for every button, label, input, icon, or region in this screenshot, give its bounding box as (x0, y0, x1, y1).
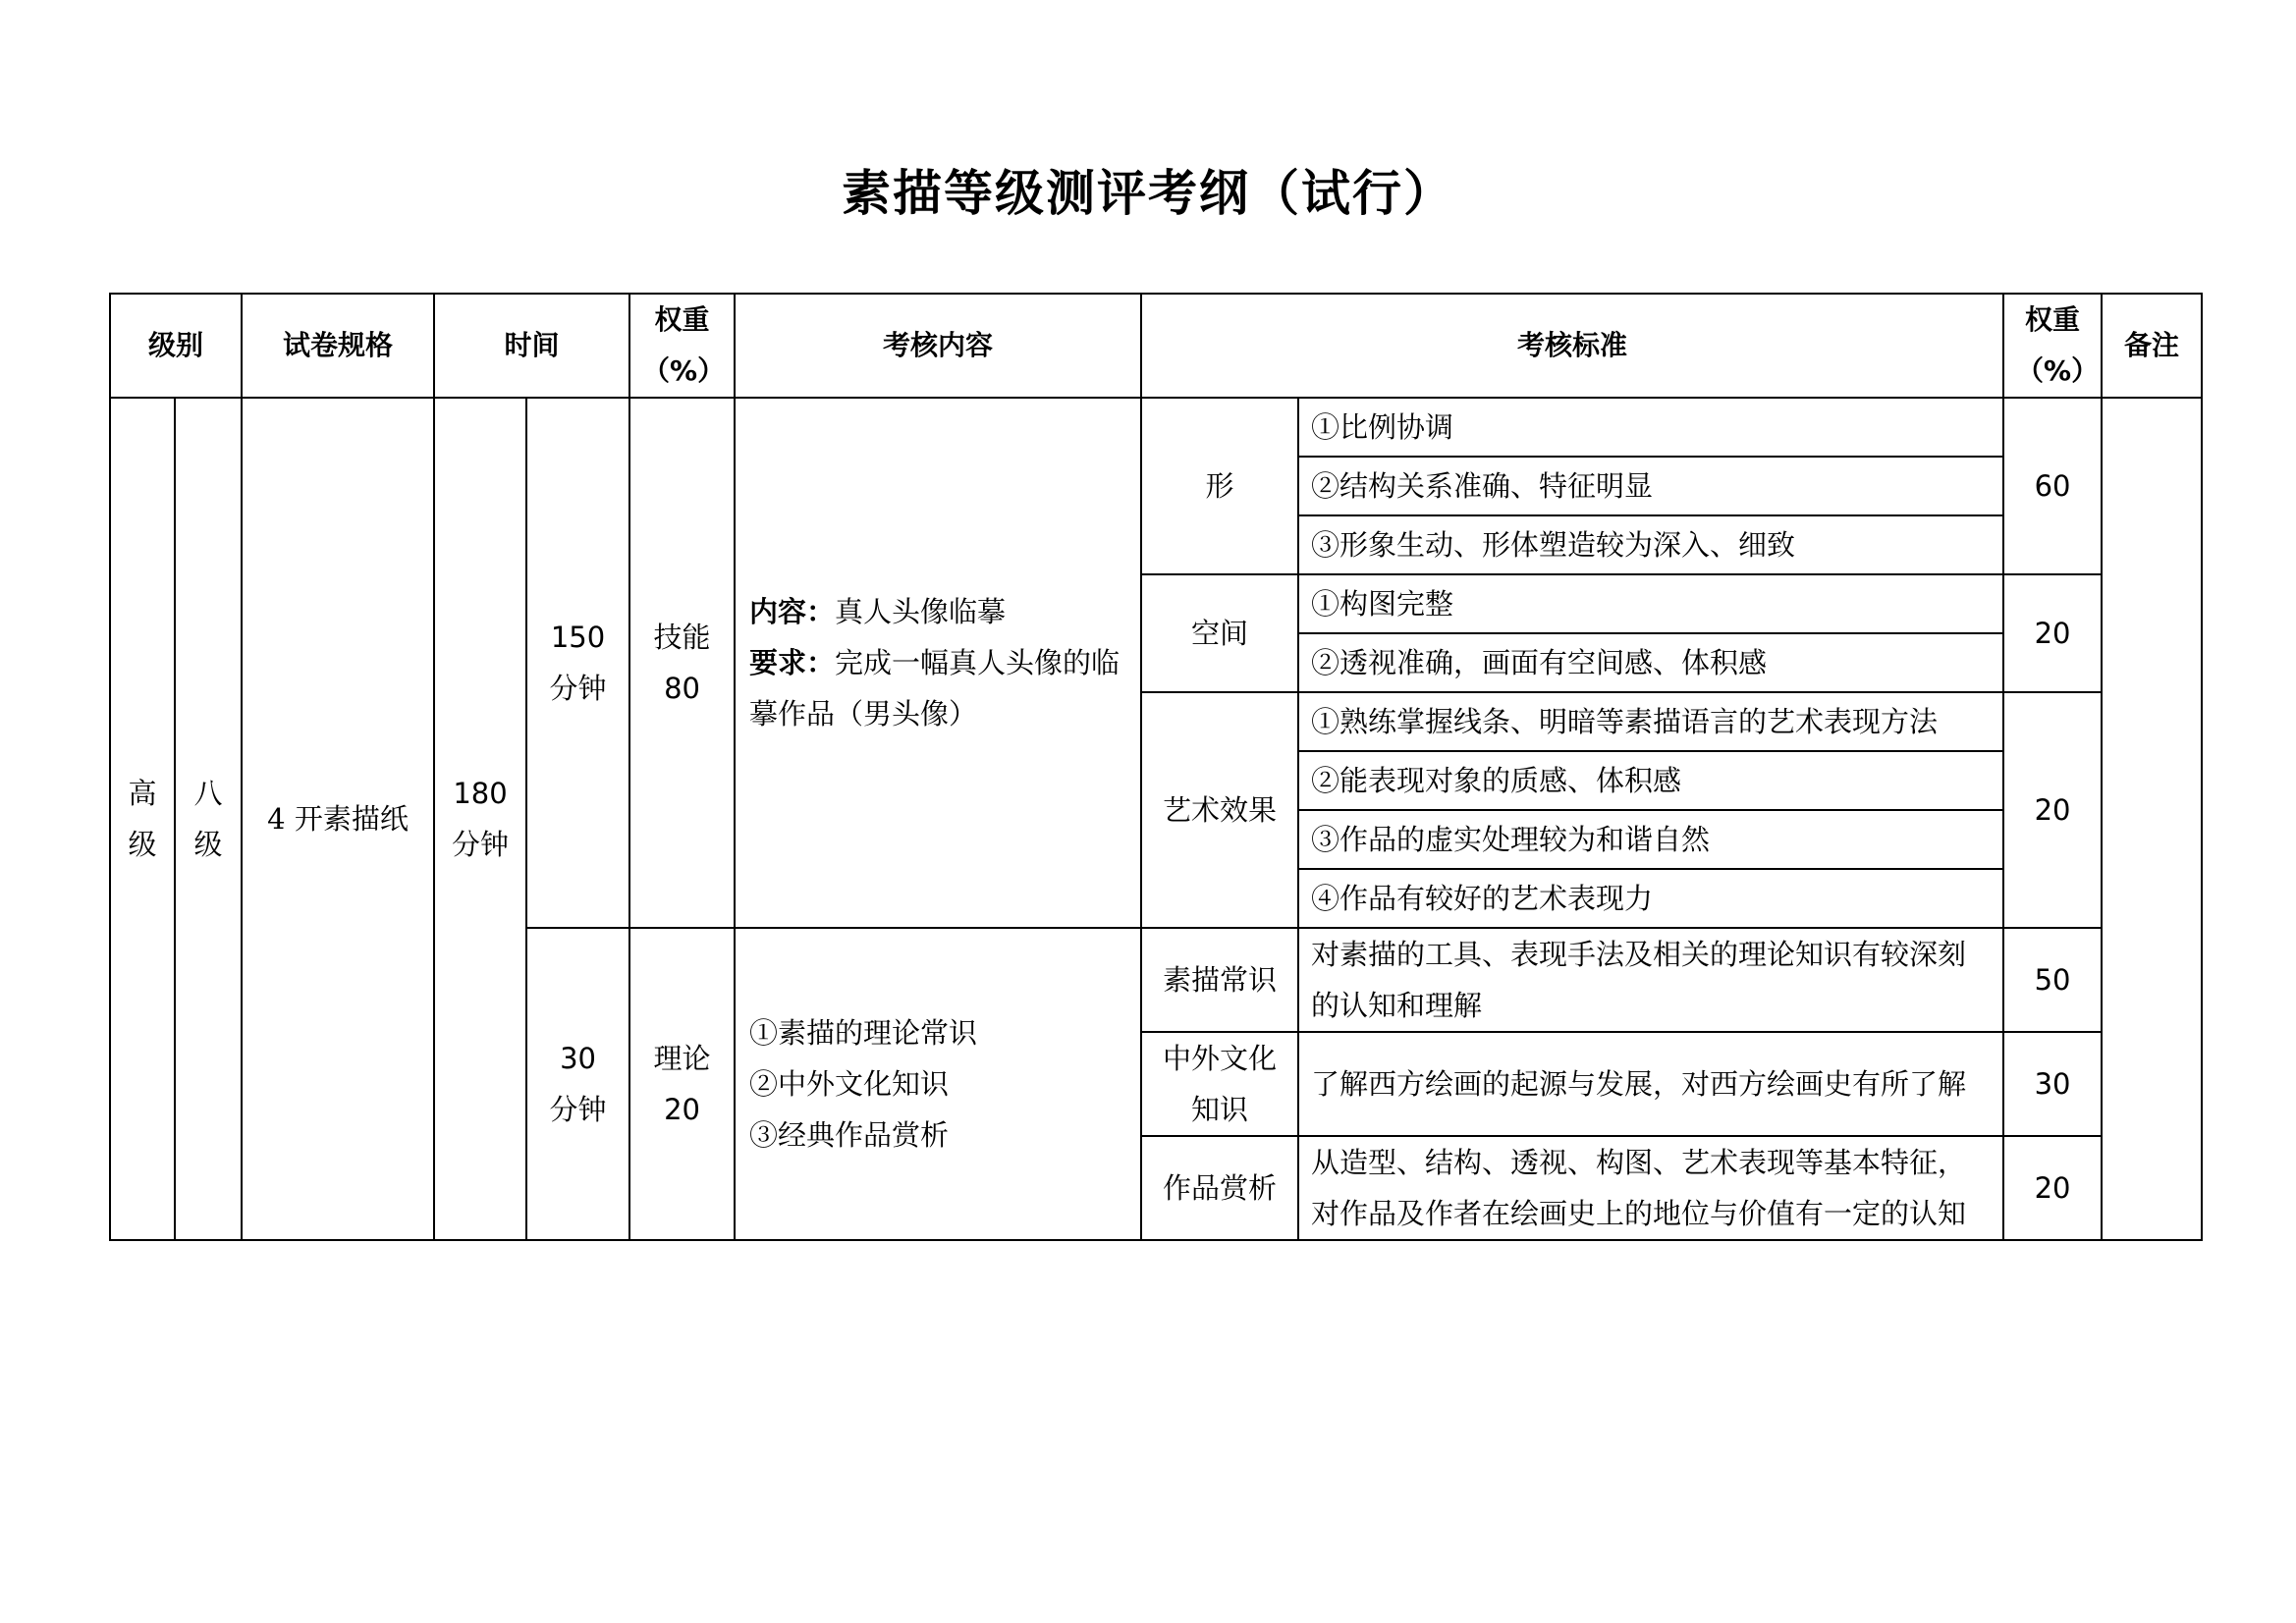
criterion-text (1298, 928, 2003, 1032)
criterion-item: ③形象生动、形体塑造较为深入、细致 (1298, 515, 2003, 574)
header-weight-1-unit: （%） (642, 354, 726, 387)
total-time-unit: 分钟 (452, 828, 510, 861)
criterion-text-line: 对作品及作者在绘画史上的地位与价值有一定的认知 (1311, 1197, 1967, 1230)
level-tier (110, 398, 175, 1240)
criterion-item: ②能表现对象的质感、体积感 (1298, 751, 2003, 810)
header-weight-1 (629, 294, 735, 398)
criterion-sketch-knowledge-weight: 50 (2003, 928, 2102, 1032)
remarks-cell (2102, 398, 2202, 1240)
skill-weight-label: 技能 (653, 621, 711, 654)
paper-spec: 4 开素描纸 (242, 398, 434, 1240)
criterion-text: 了解西方绘画的起源与发展，对西方绘画史有所了解 (1298, 1032, 2003, 1136)
level-grade (175, 398, 242, 1240)
theory-content-item: ③经典作品赏析 (749, 1118, 950, 1152)
criterion-name-line: 素描常识 (1163, 963, 1278, 997)
header-remarks: 备注 (2102, 294, 2202, 398)
header-weight-2-label: 权重 (2025, 303, 2081, 336)
skill-time-unit: 分钟 (549, 672, 607, 705)
content-value: 真人头像临摹 (835, 595, 1007, 628)
theory-weight-value: 20 (664, 1093, 700, 1126)
criterion-item: ①比例协调 (1298, 398, 2003, 457)
requirement-label: 要求： (749, 646, 836, 679)
level-tier-char-2: 级 (128, 828, 157, 861)
skill-content-line (749, 586, 1126, 637)
skill-content (735, 398, 1141, 928)
header-level: 级别 (110, 294, 242, 398)
table-row (110, 398, 2202, 457)
criterion-form-weight: 60 (2003, 398, 2102, 574)
header-row (110, 294, 2202, 398)
content-label: 内容： (749, 595, 836, 628)
skill-requirement-line-2: 摹作品（男头像） (749, 697, 978, 730)
criterion-text-line: 从造型、结构、透视、构图、艺术表现等基本特征， (1311, 1146, 1967, 1179)
criterion-item: ③作品的虚实处理较为和谐自然 (1298, 810, 2003, 869)
header-content: 考核内容 (735, 294, 1141, 398)
theory-time (526, 928, 629, 1240)
level-grade-char-1: 八 (193, 777, 223, 810)
criterion-appreciation (1141, 1136, 1298, 1240)
header-paper-spec: 试卷规格 (242, 294, 434, 398)
skill-requirement-line (749, 637, 1126, 688)
criterion-art-effect-weight: 20 (2003, 692, 2102, 928)
criterion-appreciation-weight: 20 (2003, 1136, 2102, 1240)
criterion-name-line: 知识 (1191, 1093, 1249, 1126)
criterion-text (1298, 1136, 2003, 1240)
total-time-value: 180 (453, 777, 508, 810)
requirement-value-1: 完成一幅真人头像的临 (835, 646, 1121, 679)
level-tier-char-1: 高 (128, 777, 157, 810)
theory-content-item: ②中外文化知识 (749, 1067, 950, 1101)
theory-time-unit: 分钟 (549, 1093, 607, 1126)
skill-time-value: 150 (550, 621, 606, 654)
theory-content-item: ①素描的理论常识 (749, 1016, 978, 1050)
skill-weight (629, 398, 735, 928)
theory-time-value: 30 (560, 1042, 596, 1075)
skill-weight-value: 80 (664, 672, 700, 705)
criterion-form: 形 (1141, 398, 1298, 574)
criterion-item: ④作品有较好的艺术表现力 (1298, 869, 2003, 928)
criterion-sketch-knowledge (1141, 928, 1298, 1032)
criterion-item: ②结构关系准确、特征明显 (1298, 457, 2003, 515)
header-standard: 考核标准 (1141, 294, 2003, 398)
header-weight-1-label: 权重 (654, 303, 710, 336)
level-grade-char-2: 级 (193, 828, 223, 861)
criterion-name-line: 中外文化 (1163, 1042, 1278, 1075)
total-time (434, 398, 526, 1240)
header-weight-2-unit: （%） (2016, 354, 2100, 387)
skill-time (526, 398, 629, 928)
criterion-art-effect: 艺术效果 (1141, 692, 1298, 928)
criterion-item: ①熟练掌握线条、明暗等素描语言的艺术表现方法 (1298, 692, 2003, 751)
header-time: 时间 (434, 294, 629, 398)
theory-content (735, 928, 1141, 1240)
header-weight-2 (2003, 294, 2102, 398)
criterion-item: ①构图完整 (1298, 574, 2003, 633)
theory-weight (629, 928, 735, 1240)
syllabus-table (109, 293, 2203, 1241)
criterion-text-line: 对素描的工具、表现手法及相关的理论知识有较深刻 (1311, 938, 1967, 971)
criterion-space: 空间 (1141, 574, 1298, 692)
theory-weight-label: 理论 (653, 1042, 711, 1075)
criterion-name-line: 作品赏析 (1163, 1171, 1278, 1205)
page-title: 素描等级测评考纲（试行） (842, 164, 1454, 222)
criterion-culture-knowledge (1141, 1032, 1298, 1136)
criterion-space-weight: 20 (2003, 574, 2102, 692)
criterion-item: ②透视准确，画面有空间感、体积感 (1298, 633, 2003, 692)
criterion-culture-knowledge-weight: 30 (2003, 1032, 2102, 1136)
criterion-text-line: 的认知和理解 (1311, 989, 1483, 1022)
